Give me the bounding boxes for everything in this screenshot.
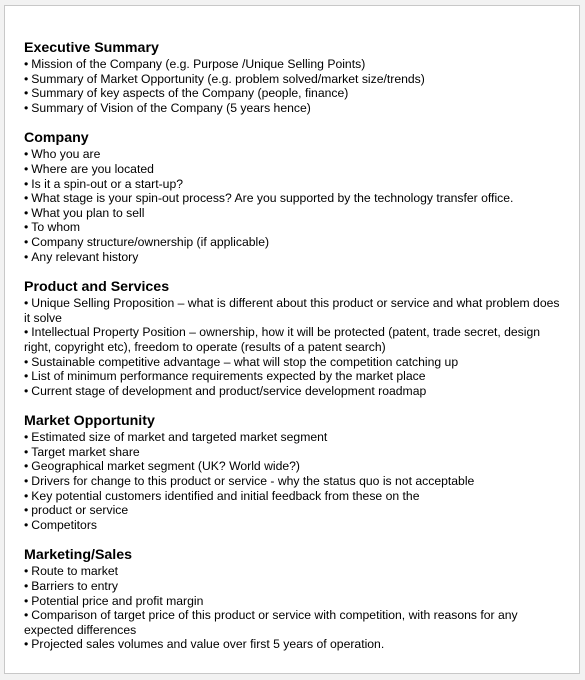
list-item: [24, 177, 565, 192]
bullet-icon: •: [24, 593, 29, 608]
list-item: [24, 384, 565, 399]
list-item: [24, 296, 565, 325]
bullet-icon: •: [24, 249, 29, 264]
bullet-icon: •: [24, 459, 29, 474]
list-item-text: To whom: [31, 220, 81, 235]
bullet-icon: •: [24, 488, 29, 503]
bullet-icon: •: [24, 354, 29, 369]
bullet-icon: •: [24, 564, 29, 579]
list-item-text: Is it a spin-out or a start-up?: [31, 176, 184, 191]
list-item: [24, 503, 565, 518]
bullet-icon: •: [24, 71, 29, 86]
section-executive-summary: [24, 40, 565, 115]
list-item-text: Summary of Vision of the Company (5 years hence): [31, 100, 311, 115]
bullet-icon: •: [24, 147, 29, 162]
section-market-opportunity: [24, 413, 565, 532]
list-item: [24, 162, 565, 177]
section-product-and-services: [24, 279, 565, 398]
list-item: [24, 147, 565, 162]
list-item-text: Summary of Market Opportunity (e.g. problem solved/market size/trends): [31, 71, 425, 86]
bullet-icon: •: [24, 503, 29, 518]
bullet-icon: •: [24, 430, 29, 445]
list-item-text: Target market share: [31, 444, 140, 459]
list-item-text: Competitors: [31, 517, 97, 532]
list-item: [24, 369, 565, 384]
list-item-text: Intellectual Property Position – ownership, how it will be protected (patent, trade secret, design right, copyright etc), freedom to operate (results of a patent search): [24, 325, 541, 354]
list-item: [24, 518, 565, 533]
bullet-list: [24, 430, 565, 532]
list-item: [24, 250, 565, 265]
bullet-icon: •: [24, 191, 29, 206]
bullet-list: [24, 296, 565, 398]
list-item-text: List of minimum performance requirements expected by the market place: [31, 369, 426, 384]
section-company: [24, 130, 565, 264]
list-item: [24, 72, 565, 87]
list-item-text: Route to market: [31, 564, 118, 579]
list-item-text: Mission of the Company (e.g. Purpose /Unique Selling Points): [31, 57, 366, 71]
bullet-icon: •: [24, 100, 29, 115]
list-item: [24, 474, 565, 489]
bullet-icon: •: [24, 369, 29, 384]
bullet-icon: •: [24, 220, 29, 235]
list-item-text: Any relevant history: [31, 249, 139, 264]
list-item: [24, 101, 565, 116]
section-marketing-sales: [24, 547, 565, 652]
bullet-icon: •: [24, 57, 29, 71]
bullet-icon: •: [24, 176, 29, 191]
bullet-icon: •: [24, 325, 29, 340]
list-item-text: Company structure/ownership (if applicable): [31, 234, 270, 249]
list-item-text: Comparison of target price of this product or service with competition, with reasons for any expected differences: [24, 608, 518, 637]
list-item-text: Geographical market segment (UK? World wide?): [31, 459, 300, 474]
list-item-text: Sustainable competitive advantage – what will stop the competition catching up: [31, 354, 459, 369]
list-item-text: Estimated size of market and targeted market segment: [31, 430, 328, 445]
list-item-text: Drivers for change to this product or service - why the status quo is not acceptable: [31, 474, 475, 489]
list-item: [24, 235, 565, 250]
list-item-text: Summary of key aspects of the Company (people, finance): [31, 86, 349, 101]
section-title: Executive Summary: [24, 40, 159, 56]
list-item: [24, 579, 565, 594]
list-item: [24, 86, 565, 101]
bullet-icon: •: [24, 234, 29, 249]
bullet-list: [24, 147, 565, 264]
bullet-icon: •: [24, 161, 29, 176]
list-item: [24, 355, 565, 370]
list-item-text: Where are you located: [31, 161, 154, 176]
document-content: [24, 40, 565, 667]
list-item: [24, 191, 565, 206]
bullet-list: [24, 564, 565, 652]
list-item: [24, 564, 565, 579]
bullet-icon: •: [24, 86, 29, 101]
list-item: [24, 206, 565, 221]
list-item: [24, 594, 565, 609]
section-title: Market Opportunity: [24, 413, 155, 430]
list-item-text: product or service: [31, 503, 129, 518]
list-item-text: Projected sales volumes and value over first 5 years of operation.: [31, 637, 385, 652]
list-item: [24, 445, 565, 460]
section-title: Product and Services: [24, 279, 170, 296]
bullet-icon: •: [24, 383, 29, 398]
list-item: [24, 637, 565, 652]
list-item-text: Unique Selling Proposition – what is different about this product or service and what problem does it solve: [24, 296, 560, 325]
list-item: [24, 57, 565, 72]
bullet-icon: •: [24, 474, 29, 489]
list-item: [24, 489, 565, 504]
list-item-text: What you plan to sell: [31, 205, 145, 220]
bullet-icon: •: [24, 205, 29, 220]
list-item: [24, 220, 565, 235]
list-item-text: Potential price and profit margin: [31, 593, 204, 608]
list-item: [24, 608, 565, 637]
section-title: Company: [24, 130, 89, 147]
bullet-list: [24, 57, 565, 115]
document-page: [4, 5, 580, 674]
bullet-icon: •: [24, 637, 29, 652]
bullet-icon: •: [24, 444, 29, 459]
bullet-icon: •: [24, 579, 29, 594]
list-item-text: Who you are: [31, 147, 101, 162]
list-item: [24, 430, 565, 445]
list-item-text: What stage is your spin-out process? Are you supported by the technology transfer office.: [31, 191, 514, 206]
bullet-icon: •: [24, 296, 29, 311]
list-item: [24, 459, 565, 474]
list-item-text: Key potential customers identified and initial feedback from these on the: [31, 488, 420, 503]
list-item: [24, 325, 565, 354]
list-item-text: Current stage of development and product/service development roadmap: [31, 383, 427, 398]
list-item-text: Barriers to entry: [31, 579, 118, 594]
bullet-icon: •: [24, 608, 29, 623]
bullet-icon: •: [24, 517, 29, 532]
section-title: Marketing/Sales: [24, 547, 133, 564]
